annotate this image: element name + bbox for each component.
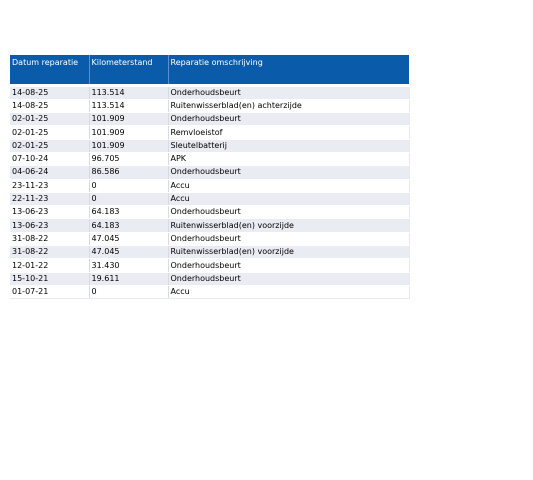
- repair-date-cell: 23-11-23: [10, 179, 89, 192]
- mileage-cell: 19.611: [89, 272, 168, 285]
- repair-description-cell: Remvloeistof: [168, 126, 409, 139]
- table-row: [10, 85, 409, 99]
- table-row: [10, 206, 409, 219]
- table-row: [10, 259, 409, 272]
- mileage-cell: 31.430: [89, 259, 168, 272]
- table-body: [10, 85, 409, 299]
- repair-date-cell: 14-08-25: [10, 99, 89, 112]
- table-header: [10, 55, 409, 85]
- repair-description-cell: Onderhoudsbeurt: [168, 259, 409, 272]
- column-header-description: Reparatie omschrijving: [168, 55, 409, 85]
- table-row: [10, 192, 409, 205]
- repair-date-cell: 31-08-22: [10, 232, 89, 245]
- table-row: [10, 246, 409, 259]
- table-row: [10, 166, 409, 179]
- repair-date-cell: 04-06-24: [10, 166, 89, 179]
- repair-description-cell: Accu: [168, 285, 409, 298]
- repair-description-cell: Ruitenwisserblad(en) voorzijde: [168, 219, 409, 232]
- repair-description-cell: Sleutelbatterij: [168, 139, 409, 152]
- table-row: [10, 232, 409, 245]
- repair-date-cell: 13-06-23: [10, 219, 89, 232]
- header-row: [10, 55, 409, 85]
- repair-date-cell: 02-01-25: [10, 139, 89, 152]
- mileage-cell: 47.045: [89, 246, 168, 259]
- mileage-cell: 47.045: [89, 232, 168, 245]
- mileage-cell: 86.586: [89, 166, 168, 179]
- repair-description-cell: Onderhoudsbeurt: [168, 206, 409, 219]
- repair-description-cell: Onderhoudsbeurt: [168, 85, 409, 99]
- column-header-date: Datum reparatie: [10, 55, 89, 85]
- mileage-cell: 0: [89, 285, 168, 298]
- repair-description-cell: Onderhoudsbeurt: [168, 113, 409, 126]
- mileage-cell: 113.514: [89, 85, 168, 99]
- table-row: [10, 99, 409, 112]
- repair-date-cell: 12-01-22: [10, 259, 89, 272]
- table-row: [10, 152, 409, 165]
- repair-date-cell: 02-01-25: [10, 113, 89, 126]
- mileage-cell: 64.183: [89, 206, 168, 219]
- mileage-cell: 0: [89, 192, 168, 205]
- table-row: [10, 179, 409, 192]
- repair-date-cell: 15-10-21: [10, 272, 89, 285]
- mileage-cell: 0: [89, 179, 168, 192]
- repair-description-cell: Onderhoudsbeurt: [168, 232, 409, 245]
- repair-history-table: [10, 55, 410, 299]
- mileage-cell: 101.909: [89, 113, 168, 126]
- repair-date-cell: 22-11-23: [10, 192, 89, 205]
- repair-description-cell: Accu: [168, 192, 409, 205]
- repair-description-cell: APK: [168, 152, 409, 165]
- table-row: [10, 285, 409, 298]
- mileage-cell: 96.705: [89, 152, 168, 165]
- repair-date-cell: 13-06-23: [10, 206, 89, 219]
- table-row: [10, 113, 409, 126]
- repair-description-cell: Ruitenwisserblad(en) voorzijde: [168, 246, 409, 259]
- table-row: [10, 219, 409, 232]
- column-header-mileage: Kilometerstand: [89, 55, 168, 85]
- repair-description-cell: Onderhoudsbeurt: [168, 272, 409, 285]
- repair-date-cell: 01-07-21: [10, 285, 89, 298]
- repair-description-cell: Ruitenwisserblad(en) achterzijde: [168, 99, 409, 112]
- repair-description-cell: Accu: [168, 179, 409, 192]
- mileage-cell: 113.514: [89, 99, 168, 112]
- repair-date-cell: 14-08-25: [10, 85, 89, 99]
- repair-description-cell: Onderhoudsbeurt: [168, 166, 409, 179]
- repair-date-cell: 02-01-25: [10, 126, 89, 139]
- table-row: [10, 272, 409, 285]
- repair-date-cell: 31-08-22: [10, 246, 89, 259]
- mileage-cell: 64.183: [89, 219, 168, 232]
- mileage-cell: 101.909: [89, 139, 168, 152]
- mileage-cell: 101.909: [89, 126, 168, 139]
- table-row: [10, 139, 409, 152]
- table-row: [10, 126, 409, 139]
- repair-date-cell: 07-10-24: [10, 152, 89, 165]
